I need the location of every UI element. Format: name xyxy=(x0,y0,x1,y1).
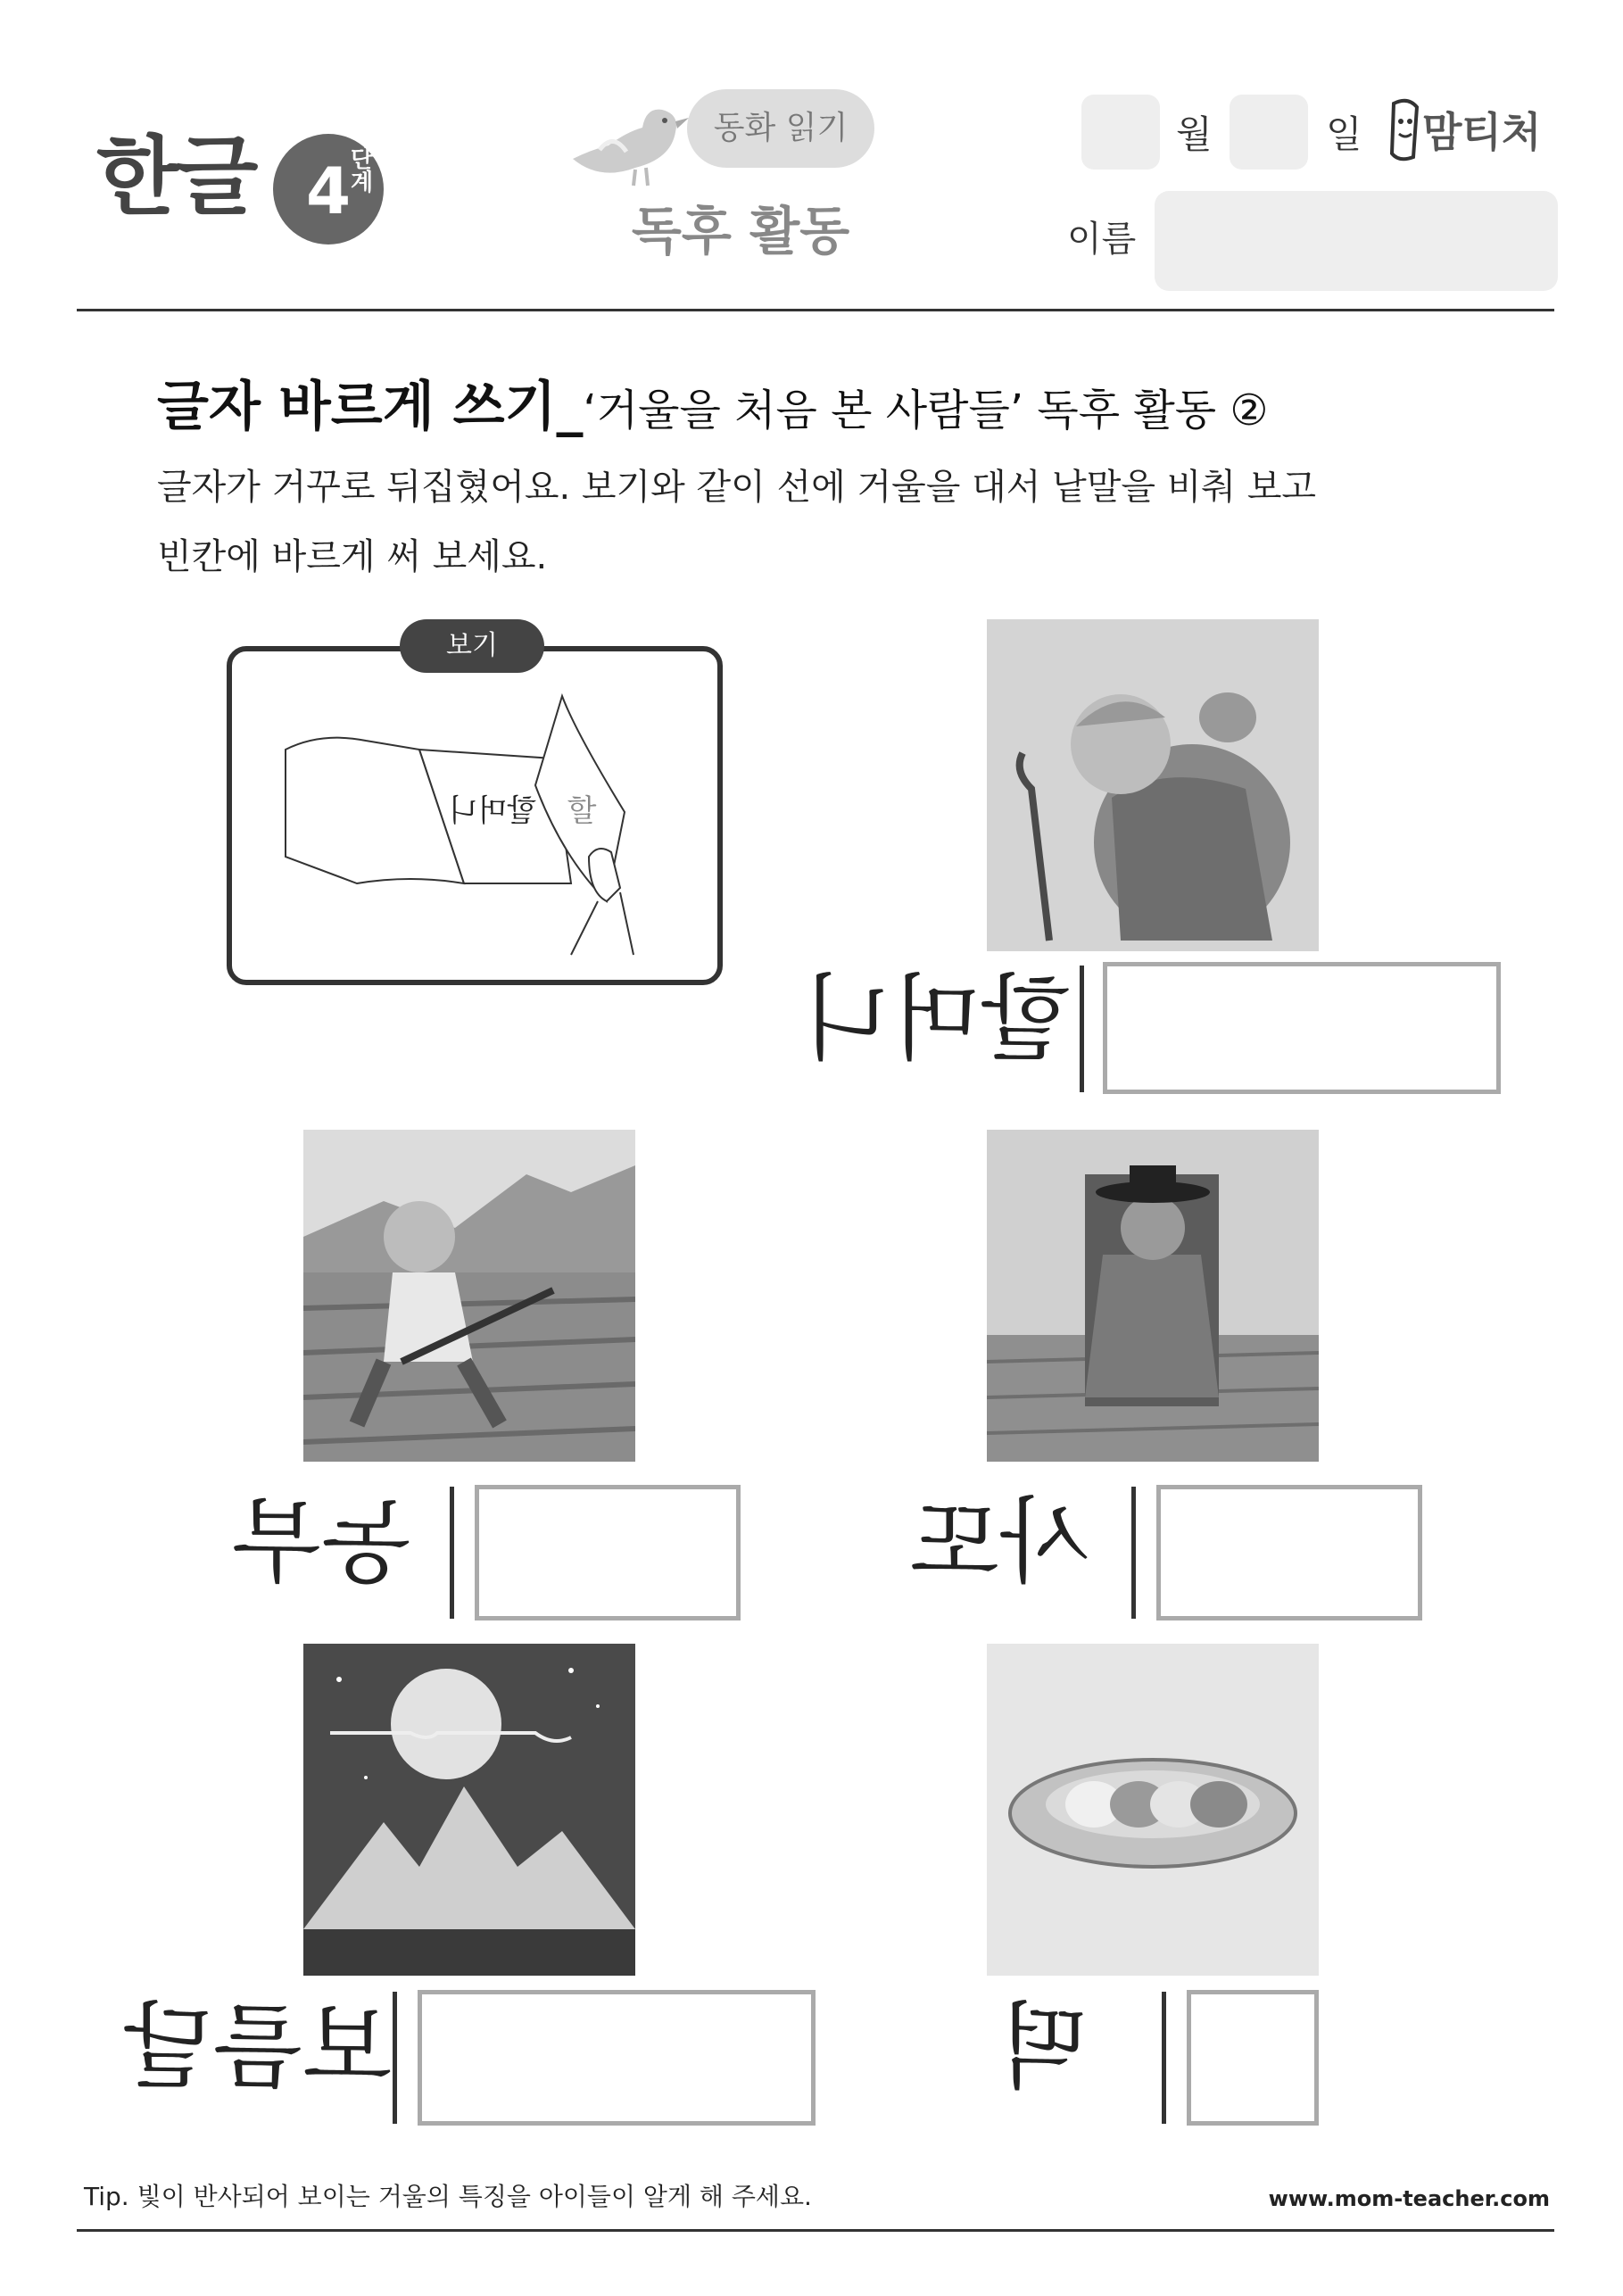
item-magistrate-mirrored-word: 사또 xyxy=(910,1488,1089,1596)
level-number: 4 xyxy=(305,153,352,228)
footer-divider xyxy=(77,2229,1554,2232)
section-title-main: 글자 바르게 쓰기_ xyxy=(157,376,584,438)
logo-title: 한글 xyxy=(96,127,255,227)
mirror-example-illustration xyxy=(268,678,678,964)
day-label: 일 xyxy=(1326,112,1362,156)
answer-box-fullmoon[interactable] xyxy=(418,1990,816,2126)
bird-icon xyxy=(564,96,698,195)
day-input[interactable] xyxy=(1230,95,1308,170)
name-label: 이름 xyxy=(1067,219,1137,260)
tip-text: Tip. 빛이 반사되어 보이는 거울의 특징을 아이들이 알게 해 주세요. xyxy=(84,2182,812,2211)
mirror-line xyxy=(450,1487,454,1619)
example-tag: 보기 xyxy=(400,619,544,673)
farmer-illustration xyxy=(303,1130,635,1462)
brand-logo xyxy=(1381,95,1560,166)
svg-text:맘티처: 맘티처 xyxy=(1422,108,1542,156)
full-moon-illustration xyxy=(303,1644,635,1976)
name-input[interactable] xyxy=(1155,191,1558,291)
mirror-line xyxy=(393,1992,397,2124)
item-farmer-mirrored-word: 농부 xyxy=(232,1488,411,1596)
level-badge xyxy=(273,134,384,245)
item-grandmother-mirrored-word: 할머니 xyxy=(801,965,1071,1073)
mirror-line xyxy=(1162,1992,1166,2124)
item-ricecake-mirrored-word: 떡 xyxy=(999,1993,1089,2101)
answer-box-farmer[interactable] xyxy=(475,1485,741,1620)
category-pill: 동화 읽기 xyxy=(687,89,874,168)
example-reflected-word: 할 xyxy=(567,793,597,829)
mirror-line xyxy=(1080,966,1084,1092)
grandmother-illustration xyxy=(987,619,1319,951)
answer-box-magistrate[interactable] xyxy=(1156,1485,1422,1620)
magistrate-illustration xyxy=(987,1130,1319,1462)
example-word: 할머니 xyxy=(448,793,537,829)
month-label: 월 xyxy=(1176,112,1213,156)
activity-title: 독후 활동 xyxy=(631,201,850,261)
instruction-line-1: 글자가 거꾸로 뒤집혔어요. 보기와 같이 선에 거울을 대서 낱말을 비춰 보고 xyxy=(157,467,1317,508)
header-divider xyxy=(77,309,1554,311)
section-title xyxy=(157,375,1268,439)
website-link[interactable]: www.mom-teacher.com xyxy=(1268,2186,1550,2211)
answer-box-ricecake[interactable] xyxy=(1187,1990,1319,2126)
month-input[interactable] xyxy=(1081,95,1160,170)
level-unit: 단계 xyxy=(346,146,373,193)
item-fullmoon-mirrored-word: 보름달 xyxy=(123,1993,393,2101)
mirror-line xyxy=(1131,1487,1136,1619)
rice-cake-illustration xyxy=(987,1644,1319,1976)
section-subtitle: ‘거울을 처음 본 사람들’ 독후 활동 ② xyxy=(583,385,1269,435)
answer-box-grandmother[interactable] xyxy=(1103,962,1501,1094)
instruction-line-2: 빈칸에 바르게 써 보세요. xyxy=(157,536,548,577)
